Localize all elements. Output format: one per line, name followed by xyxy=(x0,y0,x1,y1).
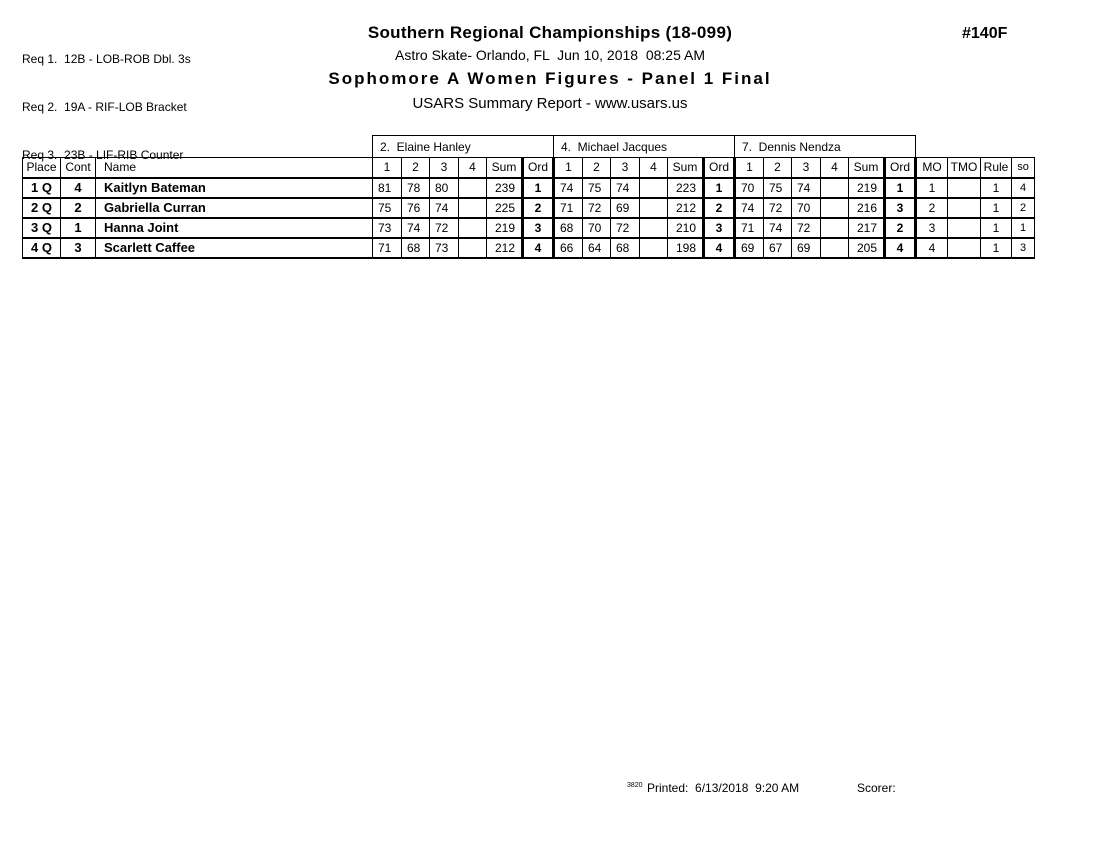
judge2-score4-cell xyxy=(640,218,668,238)
judge1-ordinal-cell: 3 xyxy=(523,218,554,238)
judge1-score2-cell: 74 xyxy=(402,218,430,238)
requirement-line: Req 3. 23B - LIF-RIB Counter xyxy=(22,148,184,162)
judge3-sum-cell: 217 xyxy=(849,218,885,238)
judge3-score2-cell: 75 xyxy=(764,178,792,198)
col-header-place: Place xyxy=(23,158,61,178)
judge2-score3-cell: 69 xyxy=(611,198,640,218)
printed-timestamp: Printed: 6/13/2018 9:20 AM xyxy=(647,781,800,795)
judge2-score4-cell xyxy=(640,198,668,218)
judge-row-spacer xyxy=(916,136,1035,158)
judge2-score1-cell: 74 xyxy=(554,178,583,198)
col-header-tmo: TMO xyxy=(948,158,981,178)
col-header-so: so xyxy=(1012,158,1035,178)
venue-date-line: Astro Skate- Orlando, FL Jun 10, 2018 08:25 AM xyxy=(395,47,705,63)
col-header-name: Name xyxy=(96,158,373,178)
contestant-number-cell: 2 xyxy=(61,198,96,218)
col-header-sum: Sum xyxy=(668,158,704,178)
col-header-score1: 1 xyxy=(373,158,402,178)
judge1-ordinal-cell: 1 xyxy=(523,178,554,198)
judge3-score3-cell: 70 xyxy=(792,198,821,218)
requirement-line: Req 2. 19A - RIF-LOB Bracket xyxy=(22,100,187,114)
judge2-score3-cell: 68 xyxy=(611,238,640,258)
col-header-ord: Ord xyxy=(523,158,554,178)
judge2-ordinal-cell: 3 xyxy=(704,218,735,238)
judge1-score3-cell: 80 xyxy=(430,178,459,198)
judge1-sum-cell: 225 xyxy=(487,198,523,218)
judge2-ordinal-cell: 4 xyxy=(704,238,735,258)
judge3-ordinal-cell: 2 xyxy=(885,218,916,238)
col-header-mo: MO xyxy=(916,158,948,178)
col-header-score3: 3 xyxy=(430,158,459,178)
column-header-row xyxy=(23,158,1035,178)
contestant-number-cell: 4 xyxy=(61,178,96,198)
judge2-score1-cell: 71 xyxy=(554,198,583,218)
col-header-rule: Rule xyxy=(981,158,1012,178)
judge2-sum-cell: 198 xyxy=(668,238,704,258)
col-header-ord: Ord xyxy=(704,158,735,178)
judge2-sum-cell: 212 xyxy=(668,198,704,218)
col-header-cont: Cont xyxy=(61,158,96,178)
judge1-score4-cell xyxy=(459,198,487,218)
event-number: #140F xyxy=(962,25,1008,42)
col-header-score2: 2 xyxy=(583,158,611,178)
judge1-score2-cell: 68 xyxy=(402,238,430,258)
col-header-sum: Sum xyxy=(487,158,523,178)
majority-ordinal-cell: 3 xyxy=(916,218,948,238)
rule-cell: 1 xyxy=(981,178,1012,198)
so-cell: 2 xyxy=(1012,198,1035,218)
so-cell: 1 xyxy=(1012,218,1035,238)
judge-row-spacer xyxy=(23,136,373,158)
col-header-score1: 1 xyxy=(735,158,764,178)
judge-1-name: 2. Elaine Hanley xyxy=(373,136,554,158)
col-header-score2: 2 xyxy=(764,158,792,178)
col-header-ord: Ord xyxy=(885,158,916,178)
majority-ordinal-cell: 2 xyxy=(916,198,948,218)
judge1-score2-cell: 76 xyxy=(402,198,430,218)
total-majority-ordinal-cell xyxy=(948,198,981,218)
judge2-sum-cell: 210 xyxy=(668,218,704,238)
judge3-score4-cell xyxy=(821,178,849,198)
judge3-score2-cell: 67 xyxy=(764,238,792,258)
majority-ordinal-cell: 1 xyxy=(916,178,948,198)
judge3-score4-cell xyxy=(821,238,849,258)
col-header-score1: 1 xyxy=(554,158,583,178)
judge1-ordinal-cell: 4 xyxy=(523,238,554,258)
requirement-line: Req 1. 12B - LOB-ROB Dbl. 3s xyxy=(22,52,191,66)
place-cell: 3 Q xyxy=(23,218,61,238)
col-header-score4: 4 xyxy=(459,158,487,178)
judge3-score1-cell: 69 xyxy=(735,238,764,258)
judge1-sum-cell: 239 xyxy=(487,178,523,198)
so-cell: 4 xyxy=(1012,178,1035,198)
judge3-score1-cell: 74 xyxy=(735,198,764,218)
place-cell: 4 Q xyxy=(23,238,61,258)
judge2-score2-cell: 64 xyxy=(583,238,611,258)
judge3-sum-cell: 205 xyxy=(849,238,885,258)
judge3-score1-cell: 70 xyxy=(735,178,764,198)
so-cell: 3 xyxy=(1012,238,1035,258)
judge3-score2-cell: 72 xyxy=(764,198,792,218)
skater-name-cell: Kaitlyn Bateman xyxy=(96,178,373,198)
col-header-score2: 2 xyxy=(402,158,430,178)
table-row xyxy=(23,218,1035,238)
contestant-number-cell: 3 xyxy=(61,238,96,258)
judge3-sum-cell: 219 xyxy=(849,178,885,198)
judge1-score1-cell: 73 xyxy=(373,218,402,238)
judge3-ordinal-cell: 3 xyxy=(885,198,916,218)
report-type-line: USARS Summary Report - www.usars.us xyxy=(412,95,688,112)
judge2-ordinal-cell: 2 xyxy=(704,198,735,218)
judge-header-row xyxy=(23,136,1035,158)
judge2-score3-cell: 74 xyxy=(611,178,640,198)
judge1-sum-cell: 219 xyxy=(487,218,523,238)
judge3-score2-cell: 74 xyxy=(764,218,792,238)
judge2-score2-cell: 75 xyxy=(583,178,611,198)
col-header-score4: 4 xyxy=(640,158,668,178)
rule-cell: 1 xyxy=(981,218,1012,238)
event-title: Sophomore A Women Figures - Panel 1 Final xyxy=(328,69,772,88)
judge2-sum-cell: 223 xyxy=(668,178,704,198)
skater-name-cell: Hanna Joint xyxy=(96,218,373,238)
judge-3-name: 7. Dennis Nendza xyxy=(735,136,916,158)
col-header-score3: 3 xyxy=(792,158,821,178)
judge2-score1-cell: 66 xyxy=(554,238,583,258)
judge2-score4-cell xyxy=(640,178,668,198)
skater-name-cell: Scarlett Caffee xyxy=(96,238,373,258)
col-header-score4: 4 xyxy=(821,158,849,178)
championship-title: Southern Regional Championships (18-099) xyxy=(367,23,733,42)
judge1-score3-cell: 73 xyxy=(430,238,459,258)
judge1-ordinal-cell: 2 xyxy=(523,198,554,218)
table-row xyxy=(23,178,1035,198)
judge1-score1-cell: 81 xyxy=(373,178,402,198)
judge1-score4-cell xyxy=(459,178,487,198)
judge3-ordinal-cell: 1 xyxy=(885,178,916,198)
judge2-score4-cell xyxy=(640,238,668,258)
judge3-sum-cell: 216 xyxy=(849,198,885,218)
judge3-score4-cell xyxy=(821,198,849,218)
total-majority-ordinal-cell xyxy=(948,238,981,258)
judge2-score2-cell: 72 xyxy=(583,198,611,218)
judge3-score3-cell: 72 xyxy=(792,218,821,238)
scorer-label: Scorer: xyxy=(857,781,896,795)
report-header xyxy=(0,23,1100,112)
place-cell: 2 Q xyxy=(23,198,61,218)
judge3-ordinal-cell: 4 xyxy=(885,238,916,258)
table-row xyxy=(23,238,1035,258)
rule-cell: 1 xyxy=(981,198,1012,218)
contestant-number-cell: 1 xyxy=(61,218,96,238)
judge2-ordinal-cell: 1 xyxy=(704,178,735,198)
judge1-score1-cell: 71 xyxy=(373,238,402,258)
judge-2-name: 4. Michael Jacques xyxy=(554,136,735,158)
col-header-score3: 3 xyxy=(611,158,640,178)
table-row xyxy=(23,198,1035,218)
judge1-score1-cell: 75 xyxy=(373,198,402,218)
judge1-score3-cell: 74 xyxy=(430,198,459,218)
majority-ordinal-cell: 4 xyxy=(916,238,948,258)
judge2-score2-cell: 70 xyxy=(583,218,611,238)
judge1-score4-cell xyxy=(459,238,487,258)
judge3-score4-cell xyxy=(821,218,849,238)
judge3-score3-cell: 69 xyxy=(792,238,821,258)
judge2-score1-cell: 68 xyxy=(554,218,583,238)
judge3-score3-cell: 74 xyxy=(792,178,821,198)
rule-cell: 1 xyxy=(981,238,1012,258)
judge3-score1-cell: 71 xyxy=(735,218,764,238)
skater-name-cell: Gabriella Curran xyxy=(96,198,373,218)
judge1-score2-cell: 78 xyxy=(402,178,430,198)
score-table xyxy=(22,135,1035,259)
place-cell: 1 Q xyxy=(23,178,61,198)
judge1-score3-cell: 72 xyxy=(430,218,459,238)
total-majority-ordinal-cell xyxy=(948,218,981,238)
report-code: 3820 xyxy=(627,782,643,789)
judge1-score4-cell xyxy=(459,218,487,238)
judge1-sum-cell: 212 xyxy=(487,238,523,258)
total-majority-ordinal-cell xyxy=(948,178,981,198)
judge2-score3-cell: 72 xyxy=(611,218,640,238)
col-header-sum: Sum xyxy=(849,158,885,178)
